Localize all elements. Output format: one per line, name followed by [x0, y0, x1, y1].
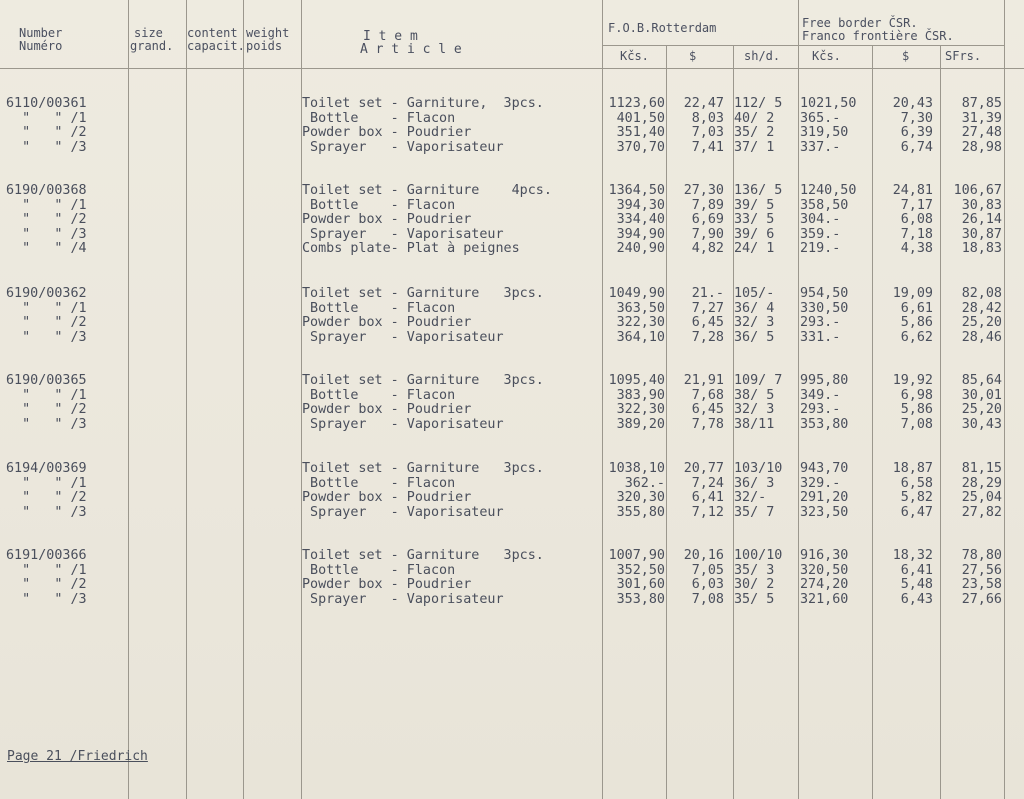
cell-fob-shd: 35/ 2 — [734, 125, 775, 141]
cell-fob-shd: 38/11 — [734, 416, 775, 432]
cell-fob-kcs: 370,70 — [616, 139, 665, 155]
cell-fob-usd: 6,03 — [691, 577, 724, 593]
cell-csr-sfrs: 30,83 — [961, 197, 1002, 213]
cell-fob-kcs: 1038,10 — [608, 461, 665, 476]
cell-fob-usd: 7,05 — [691, 562, 724, 578]
cell-number: " " /3 — [6, 329, 87, 345]
cell-csr-sfrs: 27,48 — [961, 125, 1002, 141]
cell-item: Powder box - Poudrier — [302, 577, 472, 593]
header-weight: weight poids — [246, 26, 290, 53]
cell-fob-shd: 39/ 5 — [734, 197, 775, 213]
cell-csr-kcs: 916,30 — [800, 548, 849, 563]
cell-number: 6191/00366 — [6, 548, 87, 563]
cell-fob-usd: 7,24 — [691, 475, 724, 491]
cell-number: " " /1 — [6, 562, 87, 578]
cell-fob-shd: 30/ 2 — [734, 577, 775, 593]
cell-csr-sfrs: 28,42 — [961, 300, 1002, 316]
cell-csr-usd: 6,47 — [900, 504, 933, 520]
cell-number: " " /3 — [6, 504, 87, 520]
cell-csr-usd: 6,61 — [900, 300, 933, 316]
cell-item: Powder box - Poudrier — [302, 125, 472, 141]
cell-fob-usd: 6,41 — [691, 490, 724, 506]
cell-csr-kcs: 1240,50 — [800, 183, 857, 198]
cell-fob-shd: 109/ 7 — [734, 373, 783, 388]
cell-item: Powder box - Poudrier — [302, 212, 472, 228]
column-rule — [798, 0, 799, 799]
cell-fob-usd: 7,08 — [691, 591, 724, 607]
cell-fob-usd: 21,91 — [683, 373, 724, 388]
cell-item: Toilet set - Garniture 3pcs. — [302, 461, 544, 476]
cell-item: Sprayer - Vaporisateur — [302, 226, 504, 242]
cell-number: " " /1 — [6, 387, 87, 403]
cell-fob-kcs: 1095,40 — [608, 373, 665, 388]
cell-item: Sprayer - Vaporisateur — [302, 591, 504, 607]
cell-csr-kcs: 323,50 — [800, 504, 849, 520]
cell-fob-shd: 32/ 3 — [734, 315, 775, 331]
cell-fob-usd: 7,90 — [691, 226, 724, 242]
cell-csr-usd: 7,30 — [900, 110, 933, 126]
cell-csr-sfrs: 30,43 — [961, 416, 1002, 432]
cell-fob-shd: 35/ 5 — [734, 591, 775, 607]
cell-item: Toilet set - Garniture 3pcs. — [302, 286, 544, 301]
column-rule — [243, 0, 244, 799]
cell-csr-kcs: 349.- — [800, 387, 841, 403]
subheader-csr-sfrs: SFrs. — [945, 49, 982, 63]
cell-fob-kcs: 322,30 — [616, 402, 665, 418]
cell-csr-usd: 4,38 — [900, 241, 933, 257]
cell-fob-usd: 21.- — [691, 286, 724, 301]
cell-csr-usd: 18,87 — [892, 461, 933, 476]
subheader-fob-shd: sh/d. — [744, 49, 781, 63]
cell-csr-sfrs: 85,64 — [961, 373, 1002, 388]
cell-csr-usd: 6,98 — [900, 387, 933, 403]
cell-fob-shd: 36/ 4 — [734, 300, 775, 316]
header-fob: F.O.B.Rotterdam — [608, 21, 717, 35]
cell-csr-sfrs: 18,83 — [961, 241, 1002, 257]
cell-fob-usd: 22,47 — [683, 96, 724, 111]
cell-fob-shd: 103/10 — [734, 461, 783, 476]
cell-fob-kcs: 363,50 — [616, 300, 665, 316]
cell-csr-kcs: 330,50 — [800, 300, 849, 316]
cell-fob-shd: 100/10 — [734, 548, 783, 563]
cell-csr-sfrs: 30,01 — [961, 387, 1002, 403]
cell-csr-sfrs: 27,82 — [961, 504, 1002, 520]
cell-csr-usd: 5,86 — [900, 315, 933, 331]
cell-csr-usd: 20,43 — [892, 96, 933, 111]
cell-fob-kcs: 352,50 — [616, 562, 665, 578]
cell-item: Powder box - Poudrier — [302, 315, 472, 331]
cell-number: " " /2 — [6, 315, 87, 331]
cell-csr-usd: 6,39 — [900, 125, 933, 141]
cell-csr-kcs: 943,70 — [800, 461, 849, 476]
header-item: I t e m A r t i c l e — [360, 29, 462, 57]
header-number: Number Numéro — [19, 26, 63, 53]
cell-number: " " /1 — [6, 197, 87, 213]
cell-csr-kcs: 321,60 — [800, 591, 849, 607]
cell-csr-usd: 6,43 — [900, 591, 933, 607]
cell-csr-sfrs: 82,08 — [961, 286, 1002, 301]
cell-csr-usd: 19,92 — [892, 373, 933, 388]
cell-csr-sfrs: 25,04 — [961, 490, 1002, 506]
cell-item: Powder box - Poudrier — [302, 490, 472, 506]
column-rule — [1004, 0, 1005, 799]
cell-fob-shd: 112/ 5 — [734, 96, 783, 111]
cell-fob-shd: 36/ 5 — [734, 329, 775, 345]
cell-number: " " /2 — [6, 212, 87, 228]
cell-csr-usd: 6,74 — [900, 139, 933, 155]
cell-fob-usd: 7,89 — [691, 197, 724, 213]
cell-number: " " /2 — [6, 577, 87, 593]
cell-number: " " /3 — [6, 139, 87, 155]
cell-csr-kcs: 337.- — [800, 139, 841, 155]
cell-csr-usd: 18,32 — [892, 548, 933, 563]
subheader-csr-kcs: Kčs. — [812, 49, 841, 63]
cell-fob-usd: 7,28 — [691, 329, 724, 345]
page-footer: Page 21 /Friedrich — [7, 749, 148, 764]
cell-csr-kcs: 293.- — [800, 402, 841, 418]
cell-csr-kcs: 219.- — [800, 241, 841, 257]
cell-number: 6194/00369 — [6, 461, 87, 476]
cell-csr-usd: 5,48 — [900, 577, 933, 593]
cell-fob-kcs: 353,80 — [616, 591, 665, 607]
subheader-rule — [602, 45, 1004, 46]
cell-item: Bottle - Flacon — [302, 197, 456, 213]
subheader-csr-usd: $ — [902, 49, 910, 63]
cell-number: 6190/00365 — [6, 373, 87, 388]
cell-fob-kcs: 362.- — [624, 475, 665, 491]
cell-fob-kcs: 389,20 — [616, 416, 665, 432]
cell-number: " " /2 — [6, 125, 87, 141]
cell-item: Bottle - Flacon — [302, 562, 456, 578]
cell-csr-kcs: 359.- — [800, 226, 841, 242]
cell-number: " " /1 — [6, 110, 87, 126]
cell-fob-usd: 20,77 — [683, 461, 724, 476]
cell-number: 6110/00361 — [6, 96, 87, 111]
cell-csr-sfrs: 81,15 — [961, 461, 1002, 476]
cell-item: Powder box - Poudrier — [302, 402, 472, 418]
cell-csr-kcs: 274,20 — [800, 577, 849, 593]
cell-csr-sfrs: 25,20 — [961, 402, 1002, 418]
header-content: content capacit. — [187, 26, 245, 53]
cell-item: Sprayer - Vaporisateur — [302, 504, 504, 520]
cell-item: Bottle - Flacon — [302, 387, 456, 403]
cell-fob-kcs: 383,90 — [616, 387, 665, 403]
cell-number: " " /3 — [6, 591, 87, 607]
cell-csr-usd: 6,58 — [900, 475, 933, 491]
cell-item: Bottle - Flacon — [302, 300, 456, 316]
cell-csr-usd: 7,08 — [900, 416, 933, 432]
cell-csr-kcs: 995,80 — [800, 373, 849, 388]
cell-fob-usd: 6,45 — [691, 315, 724, 331]
cell-fob-usd: 6,69 — [691, 212, 724, 228]
cell-fob-kcs: 355,80 — [616, 504, 665, 520]
cell-csr-kcs: 331.- — [800, 329, 841, 345]
cell-fob-usd: 4,82 — [691, 241, 724, 257]
cell-fob-kcs: 1123,60 — [608, 96, 665, 111]
cell-fob-usd: 27,30 — [683, 183, 724, 198]
cell-item: Toilet set - Garniture 3pcs. — [302, 548, 544, 563]
cell-fob-usd: 6,45 — [691, 402, 724, 418]
cell-csr-kcs: 365.- — [800, 110, 841, 126]
cell-fob-kcs: 1049,90 — [608, 286, 665, 301]
cell-item: Combs plate- Plat à peignes — [302, 241, 520, 257]
subheader-fob-usd: $ — [689, 49, 697, 63]
cell-csr-usd: 5,86 — [900, 402, 933, 418]
cell-fob-kcs: 351,40 — [616, 125, 665, 141]
cell-number: " " /3 — [6, 416, 87, 432]
cell-fob-usd: 20,16 — [683, 548, 724, 563]
cell-item: Toilet set - Garniture 4pcs. — [302, 183, 552, 198]
cell-fob-usd: 7,12 — [691, 504, 724, 520]
cell-csr-sfrs: 78,80 — [961, 548, 1002, 563]
cell-fob-kcs: 1007,90 — [608, 548, 665, 563]
cell-csr-kcs: 293.- — [800, 315, 841, 331]
cell-csr-sfrs: 26,14 — [961, 212, 1002, 228]
cell-csr-sfrs: 25,20 — [961, 315, 1002, 331]
cell-fob-kcs: 334,40 — [616, 212, 665, 228]
cell-item: Toilet set - Garniture, 3pcs. — [302, 96, 544, 111]
cell-fob-shd: 33/ 5 — [734, 212, 775, 228]
cell-fob-kcs: 240,90 — [616, 241, 665, 257]
cell-fob-usd: 7,41 — [691, 139, 724, 155]
cell-fob-shd: 105/- — [734, 286, 775, 301]
cell-csr-usd: 24,81 — [892, 183, 933, 198]
cell-fob-usd: 7,27 — [691, 300, 724, 316]
cell-fob-usd: 8,03 — [691, 110, 724, 126]
cell-csr-sfrs: 27,56 — [961, 562, 1002, 578]
column-rule — [128, 0, 129, 799]
cell-item: Toilet set - Garniture 3pcs. — [302, 373, 544, 388]
cell-fob-shd: 35/ 3 — [734, 562, 775, 578]
cell-fob-usd: 7,68 — [691, 387, 724, 403]
cell-fob-shd: 32/- — [734, 490, 767, 506]
cell-csr-usd: 7,17 — [900, 197, 933, 213]
cell-item: Sprayer - Vaporisateur — [302, 416, 504, 432]
cell-csr-kcs: 329.- — [800, 475, 841, 491]
cell-fob-kcs: 394,30 — [616, 197, 665, 213]
cell-fob-shd: 39/ 6 — [734, 226, 775, 242]
subheader-fob-kcs: Kčs. — [620, 49, 649, 63]
cell-number: " " /4 — [6, 241, 87, 257]
cell-csr-sfrs: 27,66 — [961, 591, 1002, 607]
cell-csr-sfrs: 23,58 — [961, 577, 1002, 593]
column-rule — [186, 0, 187, 799]
cell-number: " " /2 — [6, 402, 87, 418]
cell-fob-kcs: 1364,50 — [608, 183, 665, 198]
cell-number: " " /2 — [6, 490, 87, 506]
cell-item: Sprayer - Vaporisateur — [302, 329, 504, 345]
cell-number: " " /3 — [6, 226, 87, 242]
header-free-border: Free border ČSR. Franco frontière ČSR. — [802, 16, 954, 43]
cell-fob-shd: 36/ 3 — [734, 475, 775, 491]
cell-number: 6190/00368 — [6, 183, 87, 198]
header-size: size grand. — [130, 26, 174, 53]
cell-csr-sfrs: 28,98 — [961, 139, 1002, 155]
cell-csr-sfrs: 31,39 — [961, 110, 1002, 126]
cell-number: " " /1 — [6, 475, 87, 491]
cell-csr-sfrs: 106,67 — [953, 183, 1002, 198]
cell-fob-usd: 7,78 — [691, 416, 724, 432]
cell-csr-usd: 5,82 — [900, 490, 933, 506]
cell-csr-usd: 6,41 — [900, 562, 933, 578]
cell-fob-shd: 37/ 1 — [734, 139, 775, 155]
cell-csr-kcs: 358,50 — [800, 197, 849, 213]
cell-number: " " /1 — [6, 300, 87, 316]
cell-fob-usd: 7,03 — [691, 125, 724, 141]
header-rule — [0, 68, 1024, 69]
cell-csr-kcs: 291,20 — [800, 490, 849, 506]
cell-fob-kcs: 301,60 — [616, 577, 665, 593]
cell-csr-usd: 19,09 — [892, 286, 933, 301]
cell-fob-shd: 136/ 5 — [734, 183, 783, 198]
cell-csr-sfrs: 28,46 — [961, 329, 1002, 345]
cell-csr-sfrs: 30,87 — [961, 226, 1002, 242]
cell-fob-shd: 32/ 3 — [734, 402, 775, 418]
cell-csr-usd: 6,62 — [900, 329, 933, 345]
cell-csr-sfrs: 28,29 — [961, 475, 1002, 491]
cell-fob-shd: 40/ 2 — [734, 110, 775, 126]
cell-fob-kcs: 320,30 — [616, 490, 665, 506]
cell-fob-shd: 24/ 1 — [734, 241, 775, 257]
cell-item: Bottle - Flacon — [302, 110, 456, 126]
cell-number: 6190/00362 — [6, 286, 87, 301]
cell-fob-shd: 38/ 5 — [734, 387, 775, 403]
cell-csr-kcs: 304.- — [800, 212, 841, 228]
cell-csr-usd: 7,18 — [900, 226, 933, 242]
cell-fob-kcs: 322,30 — [616, 315, 665, 331]
cell-csr-kcs: 954,50 — [800, 286, 849, 301]
cell-fob-shd: 35/ 7 — [734, 504, 775, 520]
cell-fob-kcs: 401,50 — [616, 110, 665, 126]
cell-fob-kcs: 394,90 — [616, 226, 665, 242]
cell-fob-kcs: 364,10 — [616, 329, 665, 345]
cell-csr-sfrs: 87,85 — [961, 96, 1002, 111]
cell-csr-kcs: 353,80 — [800, 416, 849, 432]
cell-csr-kcs: 319,50 — [800, 125, 849, 141]
cell-item: Sprayer - Vaporisateur — [302, 139, 504, 155]
cell-csr-kcs: 320,50 — [800, 562, 849, 578]
cell-csr-kcs: 1021,50 — [800, 96, 857, 111]
cell-item: Bottle - Flacon — [302, 475, 456, 491]
cell-csr-usd: 6,08 — [900, 212, 933, 228]
